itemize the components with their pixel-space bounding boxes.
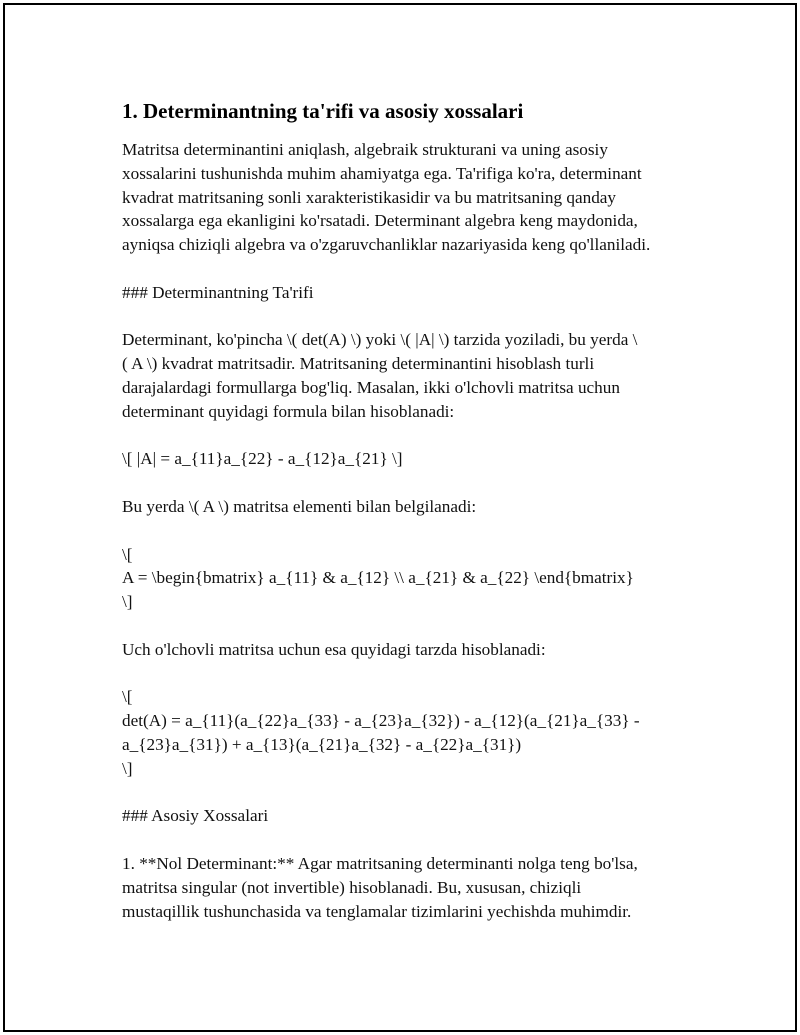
text-line: det(A) = a_{11}(a_{22}a_{33} - a_{23}a_{32}) - a_{12}(a_{21}a_{33} - [122, 711, 640, 731]
three-dim-paragraph [122, 638, 692, 662]
text-line: kvadrat matritsaning sonli xarakteristikasidir va bu matritsaning qanday [122, 187, 617, 207]
text-line: ayniqsa chiziqli algebra va o'zgaruvchanliklar nazariyasida keng qo'llaniladi. [122, 235, 651, 255]
text-line: a_{23}a_{31}) + a_{13}(a_{21}a_{32} - a_{22}a_{31}) [122, 734, 522, 754]
formula-3x3 [122, 685, 692, 780]
document-blocks [122, 138, 692, 923]
text-line: \[ [122, 544, 133, 564]
text-line: darajalardagi formullarga bog'liq. Masalan, ikki o'lchovli matritsa uchun [122, 377, 620, 397]
text-line: \[ [122, 687, 133, 707]
document-body [122, 98, 692, 947]
page-frame [3, 3, 797, 1032]
text-line: ( A \) kvadrat matritsadir. Matritsaning determinantini hisoblash turli [122, 354, 595, 374]
text-line: Uch o'lchovli matritsa uchun esa quyidagi tarzda hisoblanadi: [122, 639, 546, 659]
text-line: A = \begin{bmatrix} a_{11} & a_{12} \\ a_{21} & a_{22} \end{bmatrix} [122, 568, 634, 588]
subheading-definition [122, 281, 692, 305]
text-line: xossalarga ega ekanligini ko'rsatadi. Determinant algebra keng maydonida, [122, 211, 638, 231]
text-line: \] [122, 758, 133, 778]
text-line: \] [122, 592, 133, 612]
text-line: mustaqillik tushunchasida va tenglamalar tizimlarini yechishda muhimdir. [122, 901, 632, 921]
text-line: xossalarini tushunishda muhim ahamiyatga ega. Ta'rifiga ko'ra, determinant [122, 163, 642, 183]
text-line: \[ |A| = a_{11}a_{22} - a_{12}a_{21} \] [122, 449, 403, 469]
formula-matrix [122, 543, 692, 614]
intro-paragraph [122, 138, 692, 257]
subheading-properties [122, 804, 692, 828]
text-line: ### Determinantning Ta'rifi [122, 282, 314, 302]
text-line: determinant quyidagi formula bilan hisoblanadi: [122, 401, 455, 421]
matrix-element-paragraph [122, 495, 692, 519]
text-line: Determinant, ko'pincha \( det(A) \) yoki \( |A| \) tarzida yoziladi, bu yerda \ [122, 330, 638, 350]
property-1-paragraph [122, 852, 692, 923]
formula-2x2 [122, 447, 692, 471]
definition-paragraph [122, 328, 692, 423]
text-line: Matritsa determinantini aniqlash, algebraik strukturani va uning asosiy [122, 140, 608, 159]
page-title: 1. Determinantning ta'rifi va asosiy xossalari [122, 99, 524, 123]
text-line: matritsa singular (not invertible) hisoblanadi. Bu, xususan, chiziqli [122, 877, 582, 897]
text-line: ### Asosiy Xossalari [122, 806, 269, 826]
text-line: Bu yerda \( A \) matritsa elementi bilan belgilanadi: [122, 496, 477, 516]
text-line: 1. **Nol Determinant:** Agar matritsaning determinanti nolga teng bo'lsa, [122, 853, 638, 873]
